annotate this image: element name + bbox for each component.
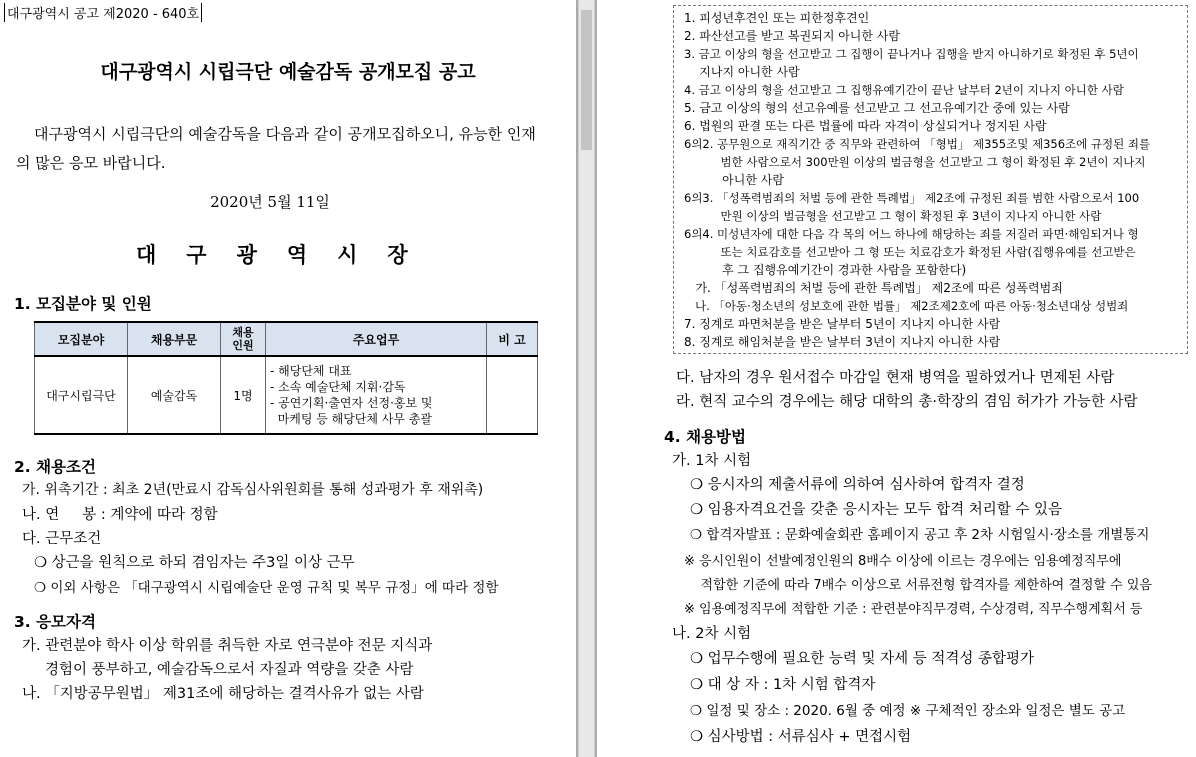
- list-item: 나. 「아동·청소년의 성보호에 관한 법률」 제2조제2호에 따른 아동·청소년대상 성범죄: [684, 299, 1129, 313]
- section-1-title: 1. 모집분야 및 인원: [14, 295, 152, 313]
- note-item: ※ 응시인원이 선발예정인원의 8배수 이상에 이르는 경우에는 임용예정직무에: [684, 554, 1122, 569]
- stage1-title: 가. 1차 시험: [672, 453, 752, 469]
- section-4-title: 4. 채용방법: [664, 428, 746, 446]
- list-item: 후 그 집행유예기간이 경과한 사람을 포함한다): [684, 263, 967, 277]
- note-item: ※ 임용예정직무에 적합한 기준 : 관련분야직무경력, 수상경력, 직무수행계획서 등: [684, 602, 1143, 617]
- table-cell-duties: [266, 356, 487, 434]
- section-3-title: 3. 응모자격: [14, 613, 96, 631]
- note-item: 적합한 기준에 따라 7배수 이상으로 서류전형 합격자를 제한하여 결정할 수 있음: [684, 578, 1152, 593]
- qualification-ra: 라. 현직 교수의 경우에는 해당 대학의 총·학장의 겸임 허가가 가능한 사람: [676, 394, 1138, 410]
- disqualification-list: [684, 9, 1150, 351]
- list-item: 범한 사람으로서 300만원 이상의 벌금형을 선고받고 그 형이 확정된 후 2년이 지나지: [684, 155, 1146, 169]
- list-item: ❍ 임용자격요건을 갖춘 응시자는 모두 합격 처리할 수 있음: [690, 502, 1063, 518]
- duty-line: - 해당단체 대표: [270, 364, 352, 378]
- list-item: ❍ 심사방법 : 서류심사 + 면접시험: [690, 729, 912, 745]
- table-header: 모집분야: [35, 322, 128, 356]
- list-item: 6의2. 공무원으로 재직기간 중 직무와 관련하여 「형법」 제355조및 제356조에 규정된 죄를: [684, 137, 1151, 151]
- table-row: [35, 356, 538, 434]
- list-item: 5. 금고 이상의 형의 선고유예를 선고받고 그 선고유예기간 중에 있는 사람: [684, 101, 1070, 115]
- list-item: ❍ 업무수행에 필요한 능력 및 자세 등 적격성 종합평가: [690, 651, 1035, 667]
- duty-line: - 소속 예술단체 지휘·감독: [270, 380, 406, 394]
- disqualification-box: [673, 5, 1188, 354]
- list-item: 7. 징계로 파면처분을 받은 날부터 5년이 지나지 아니한 사람: [684, 317, 1001, 331]
- duty-line: - 공연기획·출연자 선정·홍보 및: [270, 396, 433, 410]
- list-item: 가. 위촉기간 : 최초 2년(만료시 감독심사위원회를 통해 성과평가 후 재위촉): [22, 482, 484, 498]
- issuer-name: 대구광역시장: [136, 243, 438, 267]
- list-item: 가. 관련분야 학사 이상 학위를 취득한 자로 연극분야 전문 지식과: [22, 638, 433, 654]
- list-item: 6. 법원의 판결 또는 다른 법률에 따라 자격이 상실되거나 정지된 사람: [684, 119, 1047, 133]
- vertical-scrollbar[interactable]: [578, 0, 595, 757]
- list-item: 가. 「성폭력범죄의 처벌 등에 관한 특례법」 제2조에 따른 성폭력범죄: [684, 281, 1063, 295]
- list-item: 나. 「지방공무원법」 제31조에 해당하는 결격사유가 없는 사람: [22, 686, 424, 702]
- section-2-title: 2. 채용조건: [14, 458, 96, 476]
- list-item: 8. 징계로 해임처분을 받은 날부터 3년이 지나지 아니한 사람: [684, 335, 1001, 349]
- list-item: 지나지 아니한 사람: [684, 65, 800, 79]
- document-page-left: [0, 0, 576, 757]
- list-item: 나. 연 봉 : 계약에 따라 정함: [22, 507, 218, 523]
- table-cell-count: 1명: [221, 356, 266, 434]
- list-item: 아니한 사람: [684, 173, 784, 187]
- table-header: 주요업무: [266, 322, 487, 356]
- document-title: 대구광역시 시립극단 예술감독 공개모집 공고: [100, 61, 476, 83]
- table-header: 비 고: [487, 322, 538, 356]
- list-item: 2. 파산선고를 받고 복권되지 아니한 사람: [684, 29, 900, 43]
- list-item: ❍ 응시자의 제출서류에 의하여 심사하여 합격자 결정: [690, 477, 1025, 493]
- list-item: 6의3. 「성폭력범죄의 처벌 등에 관한 특례법」 제2조에 규정된 죄를 범한 사람으로서 100: [684, 191, 1140, 205]
- list-item: 만원 이상의 벌금형을 선고받고 그 형이 확정된 후 3년이 지나지 아니한 사람: [684, 209, 1102, 223]
- list-item: 4. 금고 이상의 형을 선고받고 그 집행유예기간이 끝난 날부터 2년이 지나지 아니한 사람: [684, 83, 1124, 97]
- list-item: ❍ 상근을 원칙으로 하되 겸임자는 주3일 이상 근무: [34, 555, 355, 571]
- list-item: 3. 금고 이상의 형을 선고받고 그 집행이 끝나거나 집행을 받지 아니하기로 확정된 후 5년이: [684, 47, 1139, 61]
- qualification-da: 다. 남자의 경우 원서접수 마감일 현재 병역을 필하였거나 면제된 사람: [676, 370, 1115, 386]
- list-item: ❍ 일정 및 장소 : 2020. 6월 중 예정 ※ 구체적인 장소와 일정은 별도 공고: [690, 703, 1126, 719]
- stage2-title: 나. 2차 시험: [672, 626, 752, 642]
- duty-line: 마케팅 등 해당단체 사무 총괄: [270, 412, 432, 426]
- list-item: 또는 치료감호를 선고받아 그 형 또는 치료감호가 확정된 사람(집행유예를 선고받은: [684, 245, 1136, 259]
- table-header: 채용 인원: [221, 322, 266, 356]
- table-cell-field: 대구시립극단: [35, 356, 128, 434]
- intro-paragraph: 대구광역시 시립극단의 예술감독을 다음과 같이 공개모집하오니, 유능한 인재의 많은 응모 바랍니다.: [16, 125, 536, 172]
- list-item: ❍ 합격자발표 : 문화예술회관 홈페이지 공고 후 2차 시험일시·장소를 개별통지: [690, 527, 1150, 543]
- announcement-number: 대구광역시 공고 제2020 - 640호: [4, 3, 202, 22]
- recruitment-table: [34, 321, 538, 435]
- list-item: ❍ 대 상 자 : 1차 시험 합격자: [690, 677, 876, 693]
- list-item: 1. 피성년후견인 또는 피한정후견인: [684, 11, 870, 25]
- table-header: 채용부문: [128, 322, 221, 356]
- list-item: ❍ 이외 사항은 「대구광역시 시립예술단 운영 규칙 및 복무 규정」에 따라 정함: [34, 580, 499, 596]
- table-cell-note: [487, 356, 538, 434]
- list-item: 경험이 풍부하고, 예술감독으로서 자질과 역량을 갖춘 사람: [22, 662, 414, 678]
- announcement-date: 2020년 5월 11일: [210, 193, 330, 211]
- scrollbar-thumb[interactable]: [581, 10, 592, 150]
- list-item: 6의4. 미성년자에 대한 다음 각 목의 어느 하나에 해당하는 죄를 저질러 파면·해임되거나 형: [684, 227, 1139, 241]
- table-cell-position: 예술감독: [128, 356, 221, 434]
- list-item: 다. 근무조건: [22, 531, 102, 547]
